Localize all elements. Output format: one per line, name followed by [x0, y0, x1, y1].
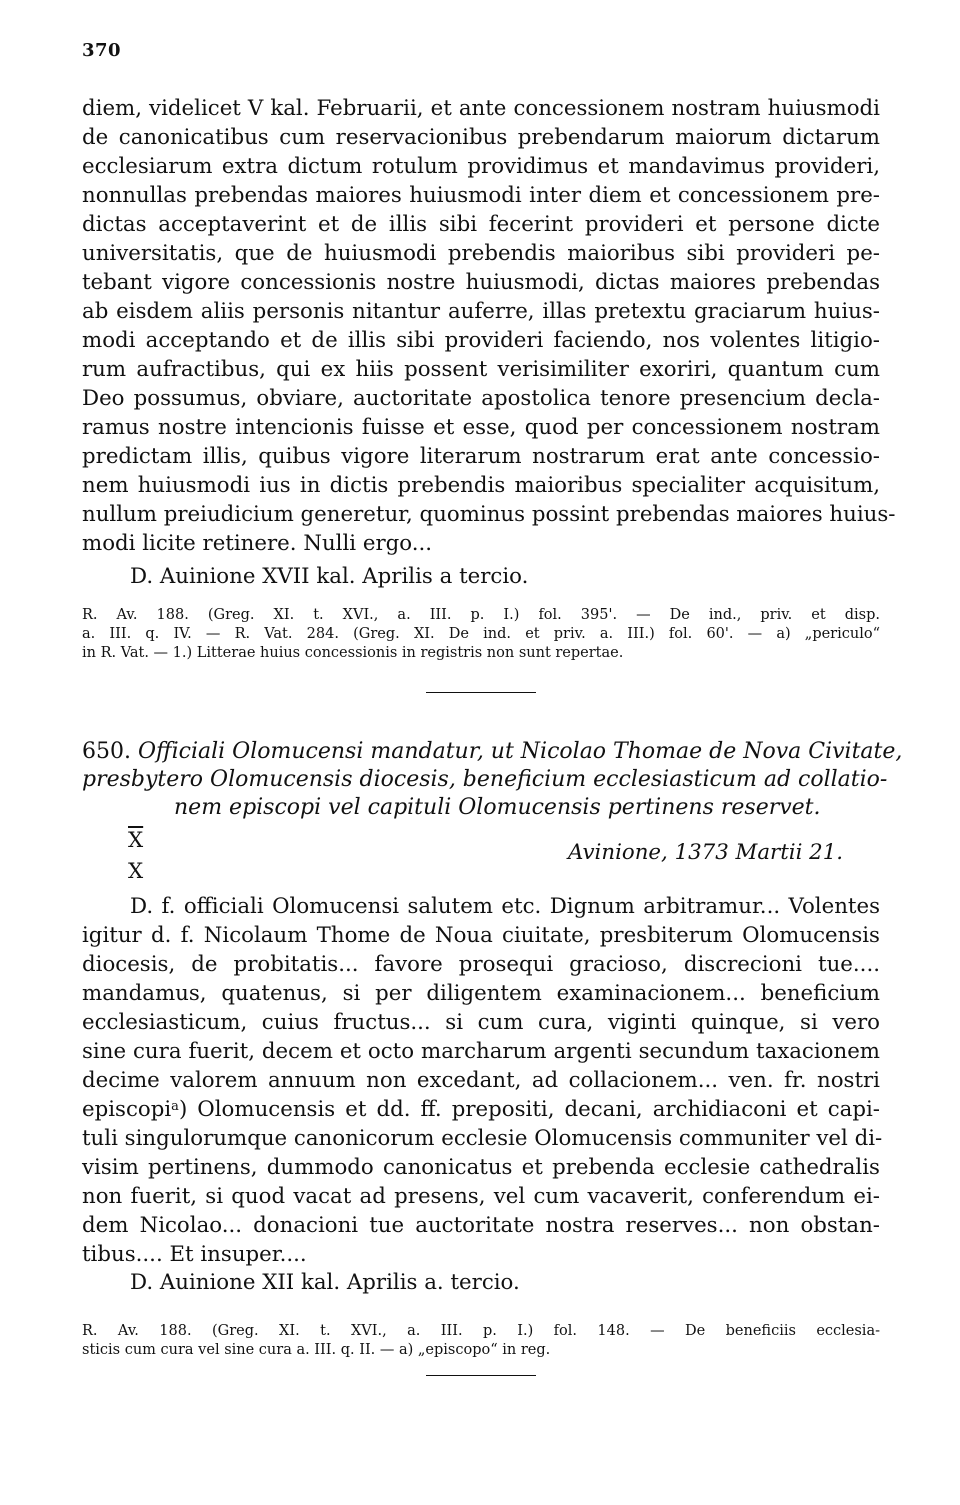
text-line: decime valorem annuum non excedant, ad collacionem... ven. fr. nostri — [82, 1068, 880, 1093]
footnote-line: R. Av. 188. (Greg. XI. t. XVI., a. III. p. I.) fol. 395'. — De ind., priv. et disp. — [82, 607, 880, 623]
heading-line — [82, 794, 880, 822]
document-650-body — [82, 892, 883, 1269]
text-line: visim pertinens, dummodo canonicatus et prebenda ecclesie cathedralis — [82, 1155, 880, 1180]
text-line: nullum preiudicium generetur, quominus possint prebendas maiores huius- — [82, 502, 896, 527]
page-number: 370 — [82, 40, 122, 61]
document-650-heading — [82, 738, 903, 822]
closing-date-1: D. Auinione XVII kal. Aprilis a tercio. — [130, 564, 529, 589]
text-line: tebant vigore concessionis nostre huiusmodi, dictas maiores prebendas — [82, 270, 880, 295]
text-line: episcopi$^a$) Olomucensis et dd. ff. prepositi, decani, archidiaconi et capi- — [82, 1097, 880, 1122]
footnotes-1 — [82, 606, 880, 663]
footnote-line: in R. Vat. — 1.) Litterae huius concessionis in registris non sunt repertae. — [82, 645, 624, 661]
text-line: tibus.... Et insuper.... — [82, 1242, 307, 1267]
text-line: nem huiusmodi ius in dictis prebendis maioribus specialiter acquisitum, — [82, 473, 880, 498]
text-line: universitatis, que de huiusmodi prebendis maioribus sibi provideri pe- — [82, 241, 880, 266]
footnotes-650 — [82, 1322, 880, 1360]
paragraph-1 — [82, 94, 896, 558]
text-line: rum aufractibus, qui ex hiis possent verisimiliter exoriri, quantum cum — [82, 357, 880, 382]
text-line: ramus nostre intencionis fuisse et esse, quod per concessionem nostram — [82, 415, 880, 440]
heading-text: Officiali Olomucensi mandatur, ut Nicolao Thomae de Nova Civitate, — [137, 739, 903, 764]
heading-line — [82, 766, 888, 794]
heading-line — [82, 738, 903, 766]
text-line: ecclesiasticum, cuius fructus... si cum cura, viginti quinque, si vero — [82, 1010, 880, 1035]
text-line: modi licite retinere. Nulli ergo... — [82, 531, 433, 556]
text-line: ab eisdem aliis personis nitantur auferre, illas pretextu graciarum huius- — [82, 299, 880, 324]
heading-text: presbytero Olomucensis diocesis, beneficium ecclesiasticum ad collatio- — [82, 767, 888, 792]
section-divider — [426, 1375, 536, 1376]
heading-text: nem episcopi vel capituli Olomucensis pertinens reservet. — [174, 795, 821, 820]
registry-mark-bottom: X — [128, 859, 144, 884]
section-divider — [426, 692, 536, 693]
text-line: tuli singulorumque canonicorum ecclesie Olomucensis communiter vel di- — [82, 1126, 883, 1151]
text-line: Deo possumus, obviare, auctoritate apostolica tenore presencium decla- — [82, 386, 880, 411]
dateline: Avinione, 1373 Martii 21. — [568, 840, 844, 865]
text-line: igitur d. f. Nicolaum Thome de Noua ciuitate, presbiterum Olomucensis — [82, 923, 880, 948]
footnote-line: sticis cum cura vel sine cura a. III. q. II. — a) „episcopo“ in reg. — [82, 1342, 551, 1358]
text-line: ecclesiarum extra dictum rotulum providimus et mandavimus provideri, — [82, 154, 880, 179]
text-line: nonnullas prebendas maiores huiusmodi inter diem et concessionem pre- — [82, 183, 880, 208]
registry-mark-top: $\overline{X}$ — [128, 828, 144, 853]
text-line: modi acceptando et de illis sibi provideri faciendo, nos volentes litigio- — [82, 328, 880, 353]
document-number: 650. — [82, 739, 131, 764]
closing-date-650: D. Auinione XII kal. Aprilis a. tercio. — [130, 1270, 520, 1295]
text-line: diem, videlicet V kal. Februarii, et ante concessionem nostram huiusmodi — [82, 96, 880, 121]
text-line: dem Nicolao... donacioni tue auctoritate nostra reserves... non obstan- — [82, 1213, 880, 1238]
text-line: diocesis, de probitatis... favore prosequi gracioso, discrecioni tue.... — [82, 952, 880, 977]
text-line: predictam illis, quibus vigore literarum nostrarum erat ante concessio- — [82, 444, 880, 469]
text-line: non fuerit, si quod vacat ad presens, vel cum vacaverit, conferendum ei- — [82, 1184, 880, 1209]
text-line: sine cura fuerit, decem et octo marcharum argenti secundum taxacionem — [82, 1039, 880, 1064]
text-line: D. f. officiali Olomucensi salutem etc. Dignum arbitramur... Volentes — [130, 894, 880, 919]
footnote-line: a. III. q. IV. — R. Vat. 284. (Greg. XI. De ind. et priv. a. III.) fol. 60'. — a) „periculo“ — [82, 626, 880, 642]
footnote-marker: a — [171, 1099, 179, 1114]
text-line: dictas acceptaverint et de illis sibi fecerint provideri et persone dicte — [82, 212, 880, 237]
footnote-line: R. Av. 188. (Greg. XI. t. XVI., a. III. p. I.) fol. 148. — De beneficiis ecclesia- — [82, 1323, 880, 1339]
text-line: de canonicatibus cum reservacionibus prebendarum maiorum dictarum — [82, 125, 880, 150]
text-line: mandamus, quatenus, si per diligentem examinacionem... beneficium — [82, 981, 880, 1006]
